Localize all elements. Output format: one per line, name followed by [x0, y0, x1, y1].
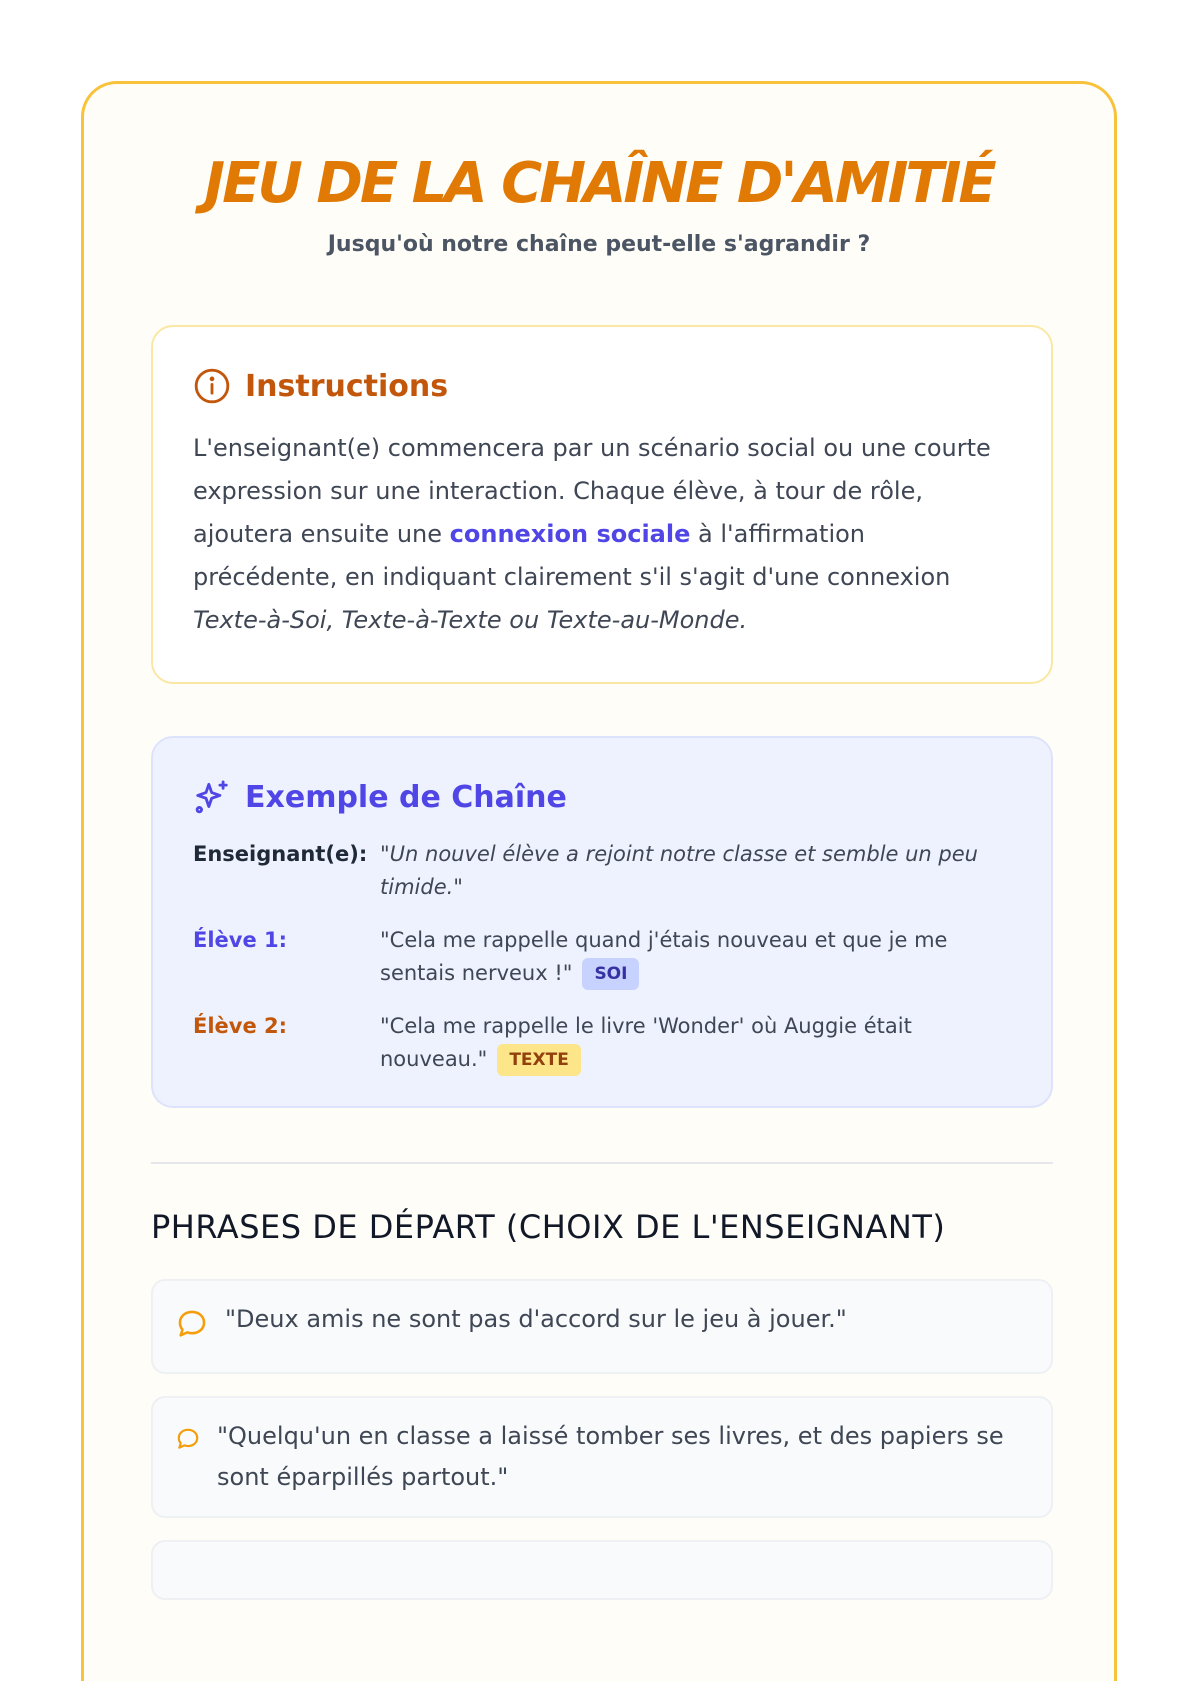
student-1-text: "Cela me rappelle quand j'étais nouveau et que je me sentais nerveux !"	[380, 928, 948, 985]
example-panel	[151, 736, 1053, 1108]
starter-item-partial[interactable]	[151, 1540, 1053, 1600]
info-icon	[193, 367, 231, 405]
instructions-text	[193, 427, 1011, 642]
student-2-text: "Cela me rappelle le livre 'Wonder' où Auggie était nouveau."	[380, 1014, 912, 1071]
starter-text: "Deux amis ne sont pas d'accord sur le jeu à jouer."	[225, 1305, 847, 1333]
sparkles-icon	[193, 778, 231, 816]
example-row-student-1	[193, 924, 1011, 990]
speech-bubble-icon	[175, 1424, 201, 1465]
instructions-header	[193, 367, 1011, 405]
starter-item[interactable]	[151, 1396, 1053, 1518]
section-divider	[151, 1162, 1053, 1164]
starter-item[interactable]	[151, 1279, 1053, 1374]
example-rows	[193, 838, 1011, 1076]
example-row-teacher	[193, 838, 1011, 904]
soi-tag: SOI	[582, 958, 639, 990]
teacher-text: "Un nouvel élève a rejoint notre classe et semble un peu timide."	[380, 842, 978, 899]
example-header	[193, 778, 1011, 816]
game-card	[81, 81, 1117, 1681]
texte-tag: TEXTE	[497, 1044, 581, 1076]
student-2-label: Élève 2:	[193, 1014, 288, 1038]
instructions-text-middle: à l'affirmation précédente, en indiquant clairement s'il s'agit d'une connexion	[193, 520, 951, 591]
speech-bubble-icon	[175, 1307, 209, 1354]
teacher-label: Enseignant(e):	[193, 842, 368, 866]
example-title: Exemple de Chaîne	[245, 779, 567, 815]
starter-text: "Quelqu'un en classe a laissé tomber ses livres, et des papiers se sont éparpillés partout."	[217, 1422, 1004, 1491]
page-subtitle: Jusqu'où notre chaîne peut-elle s'agrandir ?	[327, 232, 871, 257]
student-2-text-wrap	[380, 1010, 1011, 1076]
student-1-text-wrap	[380, 924, 1011, 990]
starters-title: PHRASES DE DÉPART (CHOIX DE L'ENSEIGNANT)	[151, 1208, 946, 1246]
example-row-student-2	[193, 1010, 1011, 1076]
connection-types: Texte-à-Soi, Texte-à-Texte ou Texte-au-Monde.	[193, 606, 748, 634]
student-1-label: Élève 1:	[193, 928, 288, 952]
instructions-panel	[151, 325, 1053, 684]
connexion-sociale-highlight: connexion sociale	[449, 520, 691, 548]
instructions-text-start: L'enseignant(e) commencera par un scénario social ou une courte expression sur une interaction. Chaque élève, à tour de rôle, ajoutera ensuite une	[193, 434, 991, 548]
instructions-title: Instructions	[245, 368, 449, 404]
page-title: JEU DE LA CHAÎNE D'AMITIÉ	[204, 151, 994, 216]
